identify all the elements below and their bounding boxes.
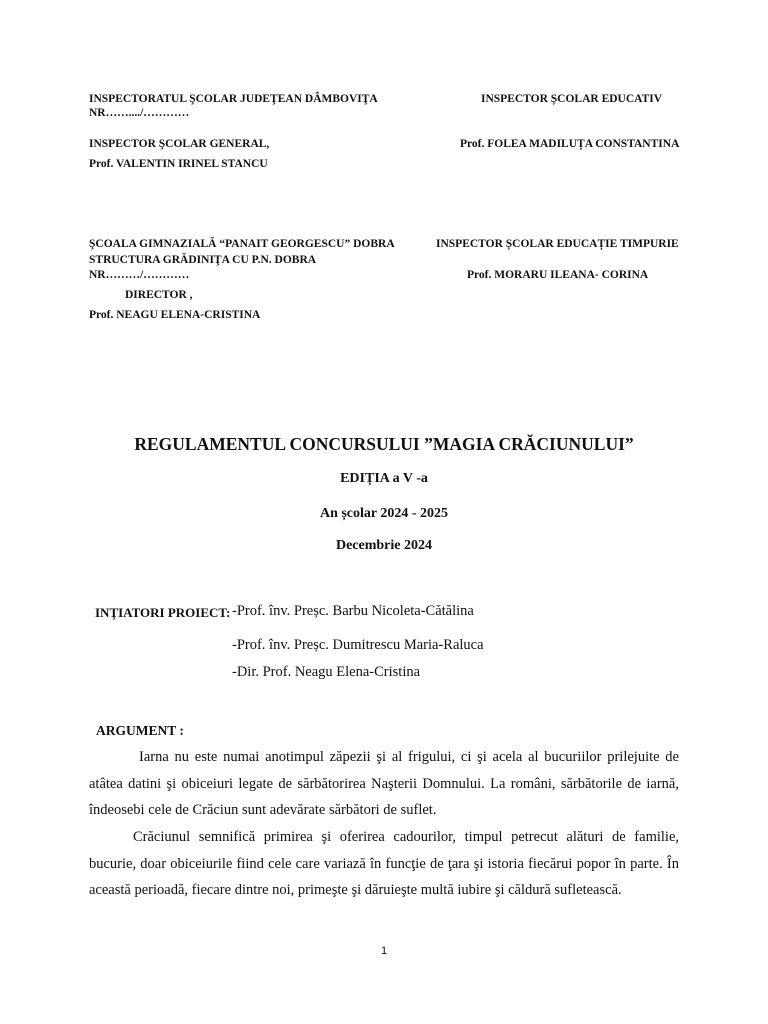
general-inspector-title: INSPECTOR ŞCOLAR GENERAL, [89,138,270,150]
initiator-item: -Dir. Prof. Neagu Elena-Cristina [232,664,421,680]
inspectorate-registration-number: NR……..../………… [89,107,190,119]
argument-paragraph-2: Crăciunul semnifică primirea şi oferirea cadourilor, timpul petrecut alături de familie, bucurie, doar obiceiurile fiind cele care variază în funcţie de ţara şi istoria fiecărui popor în parte. În această perioadă, fiecare dintre noi, primeşte şi dăruieşte multă iubire şi căldură sufletească. [89,829,679,898]
educational-inspector-name: Prof. FOLEA MADILUȚA CONSTANTINA [460,138,680,150]
document-title: REGULAMENTUL CONCURSULUI ”MAGIA CRĂCIUNULUI” [134,434,634,454]
initiators-label: INŢIATORI PROIECT: [95,605,231,620]
inspectorate-name: INSPECTORATUL ŞCOLAR JUDEŢEAN DÂMBOVIŢA [89,93,378,105]
initiator-item: -Prof. înv. Preșc. Dumitrescu Maria-Raluca [232,637,484,653]
school-name: ŞCOALA GIMNAZIALĂ “PANAIT GEORGESCU” DOBRA [89,238,395,250]
early-education-inspector-name: Prof. MORARU ILEANA- CORINA [467,269,649,281]
school-year: An școlar 2024 - 2025 [319,506,449,521]
general-inspector-name: Prof. VALENTIN IRINEL STANCU [89,158,268,170]
director-name: Prof. NEAGU ELENA-CRISTINA [89,309,261,321]
argument-paragraph-1: Iarna nu este numai anotimpul zăpezii şi al frigului, ci şi acela al bucuriilor prilejuite de atâtea datini şi obiceiuri legate de sărbătorirea Naşterii Domnului. La români, sărbătorile de iarnă, îndeosebi cele de Crăciun sunt adevărate sărbători de suflet. [89,749,679,818]
edition: EDIȚIA a V -a [340,471,428,486]
argument-heading: ARGUMENT : [96,723,184,738]
educational-inspector-title: INSPECTOR ȘCOLAR EDUCATIV [481,93,663,105]
early-education-inspector-title: INSPECTOR ȘCOLAR EDUCAȚIE TIMPURIE [436,238,679,250]
school-registration-number: NR………/………… [89,269,190,281]
document-date: Decembrie 2024 [335,538,433,553]
page-number: 1 [380,945,388,957]
kindergarten-structure: STRUCTURA GRĂDINIŢA CU P.N. DOBRA [89,254,317,266]
director-title: DIRECTOR , [125,289,193,301]
initiator-item: -Prof. înv. Preșc. Barbu Nicoleta-Cătălina [232,603,474,619]
